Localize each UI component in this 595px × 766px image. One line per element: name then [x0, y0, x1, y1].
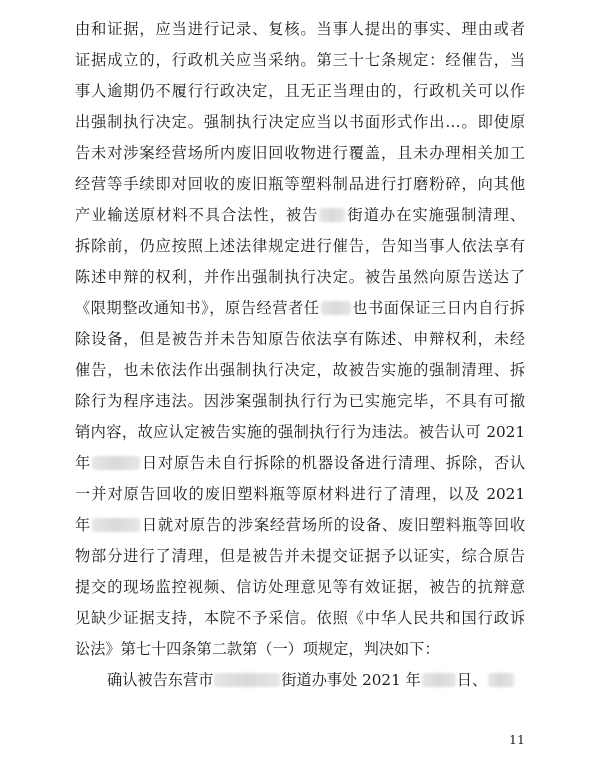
text-line: 物部分进行了清理，但是被告并未提交证据予以证实，综合原告 [75, 547, 525, 565]
text-line: 出强制执行决定。强制执行决定应当以书面形式作出…。即使原 [75, 113, 525, 131]
text-line: 提交的现场监控视频、信访处理意见等有效证据，被告的抗辩意 [75, 578, 525, 596]
text-line [75, 451, 525, 475]
text-line: 经营等手续即对回收的废旧瓶等塑料制品进行打磨粉碎，向其他 [75, 175, 525, 193]
text-line: 除设备，但是被告并未告知原告依法享有陈述、申辩权利，未经 [75, 330, 525, 348]
text-segment: 《限期整改通知书》，原告经营者任 [75, 299, 320, 317]
text-line [107, 668, 525, 692]
redaction-mark [321, 301, 351, 315]
redaction-mark [92, 518, 140, 532]
page-number: 11 [509, 732, 525, 747]
text-line: 陈述申辩的权利，并作出强制执行决定。被告虽然向原告送达了 [75, 268, 525, 286]
text-segment: 确认被告东营市 [107, 671, 214, 689]
text-line: 告未对涉案经营场所内废旧回收物进行覆盖，且未办理相关加工 [75, 144, 525, 162]
text-line: 一并对原告回收的废旧塑料瓶等原材料进行了清理，以及 2021 [75, 485, 525, 503]
text-line: 见缺少证据支持，本院不予采信。依照《中华人民共和国行政诉 [75, 609, 525, 627]
text-segment: 日对原告未自行拆除的机器设备进行清理、拆除，否认 [141, 454, 525, 472]
text-line: 由和证据，应当进行记录、复核。当事人提出的事实、理由或者 [75, 20, 525, 38]
text-line: 催告，也未依法作出强制执行决定，故被告实施的强制清理、拆 [75, 361, 525, 379]
text-segment: 街道办事处 2021 年 [281, 671, 421, 689]
text-segment: 产业输送原材料不具合法性，被告 [75, 206, 319, 224]
text-segment: 年 [75, 454, 91, 472]
text-segment: 日、 [456, 671, 488, 689]
text-line: 证据成立的，行政机关应当采纳。第三十七条规定：经催告，当 [75, 51, 525, 69]
redaction-mark [319, 208, 345, 222]
text-line: 除行为程序违法。因涉案强制执行行为已实施完毕，不具有可撤 [75, 392, 525, 410]
text-line [75, 513, 525, 537]
text-line [75, 203, 525, 227]
redaction-mark [92, 456, 140, 470]
text-line: 拆除前，仍应按照上述法律规定进行催告，告知当事人依法享有 [75, 237, 525, 255]
text-line: 讼法》第七十四条第二款第（一）项规定，判决如下： [75, 640, 440, 658]
redaction-mark [214, 673, 280, 687]
redaction-mark [422, 673, 456, 687]
text-segment: 街道办在实施强制清理、 [346, 206, 526, 224]
text-line: 销内容，故应认定被告实施的强制执行行为违法。被告认可 2021 [75, 423, 525, 441]
text-segment: 也书面保证三日内自行拆 [351, 299, 525, 317]
text-line: 事人逾期仍不履行行政决定，且无正当理由的，行政机关可以作 [75, 82, 525, 100]
text-segment: 日就对原告的涉案经营场所的设备、废旧塑料瓶等回收 [141, 516, 525, 534]
text-segment: 年 [75, 516, 91, 534]
redaction-mark [488, 673, 514, 687]
text-line [75, 296, 525, 320]
